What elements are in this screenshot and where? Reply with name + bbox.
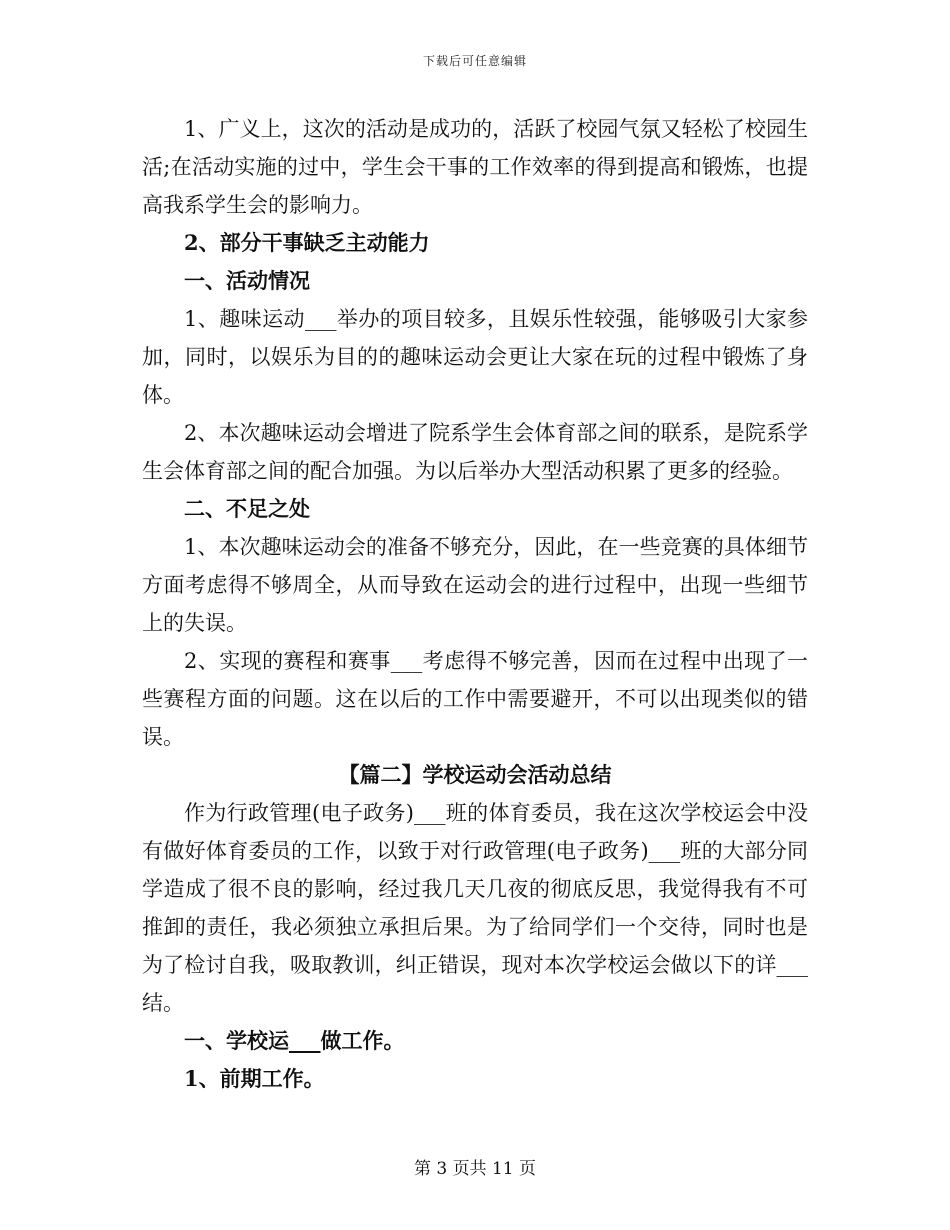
page-header-note: 下载后可任意编辑 xyxy=(422,54,527,68)
section-heading-preparation: 一、学校运___做工作。 xyxy=(184,1028,405,1053)
paragraph-deficiency-1: 1、本次趣味运动会的准备不够充分，因此，在一些竞赛的具体细节方面考虑得不够周全，从而导致在运动会的进行过程中，出现一些细节上的失误。 xyxy=(142,535,808,635)
section-heading-activity: 一、活动情况 xyxy=(184,268,310,293)
page-number-indicator: 第 3 页共 11 页 xyxy=(413,1159,537,1179)
paragraph-deficiency-2: 2、实现的赛程和赛事___考虑得不够完善，因而在过程中出现了一些赛程方面的问题。这在以后的工作中需要避开，不可以出现类似的错误。 xyxy=(142,649,808,749)
section-heading-deficiencies: 二、不足之处 xyxy=(184,496,310,521)
article-title-part-two: 【篇二】学校运动会活动总结 xyxy=(338,762,612,787)
document-body xyxy=(142,110,808,1098)
paragraph-heading-shortcoming: 2、部分干事缺乏主动能力 xyxy=(184,230,430,255)
paragraph-activity-2: 2、本次趣味运动会增进了院系学生会体育部之间的联系，是院系学生会体育部之间的配合加强。为以后举办大型活动积累了更多的经验。 xyxy=(142,421,808,483)
paragraph-activity-1: 1、趣味运动___举办的项目较多，且娱乐性较强，能够吸引大家参加，同时，以娱乐为目的的趣味运动会更让大家在玩的过程中锻炼了身体。 xyxy=(142,307,808,407)
subsection-heading-early-work: 1、前期工作。 xyxy=(184,1066,325,1091)
paragraph-summary-1: 1、广义上，这次的活动是成功的，活跃了校园气氛又轻松了校园生活;在活动实施的过中，学生会干事的工作效率的得到提高和锻炼，也提高我系学生会的影响力。 xyxy=(142,117,808,217)
paragraph-part-two-intro: 作为行政管理(电子政务)___班的体育委员，我在这次学校运会中没有做好体育委员的工作，以致于对行政管理(电子政务)___班的大部分同学造成了很不良的影响，经过我几天几夜的彻底反思，我觉得我有不可推卸的责任，我必须独立承担后果。为了给同学们一个交待，同时也是为了检讨自我，吸取教训，纠正错误，现对本次学校运会做以下的详___结。 xyxy=(142,801,808,1015)
